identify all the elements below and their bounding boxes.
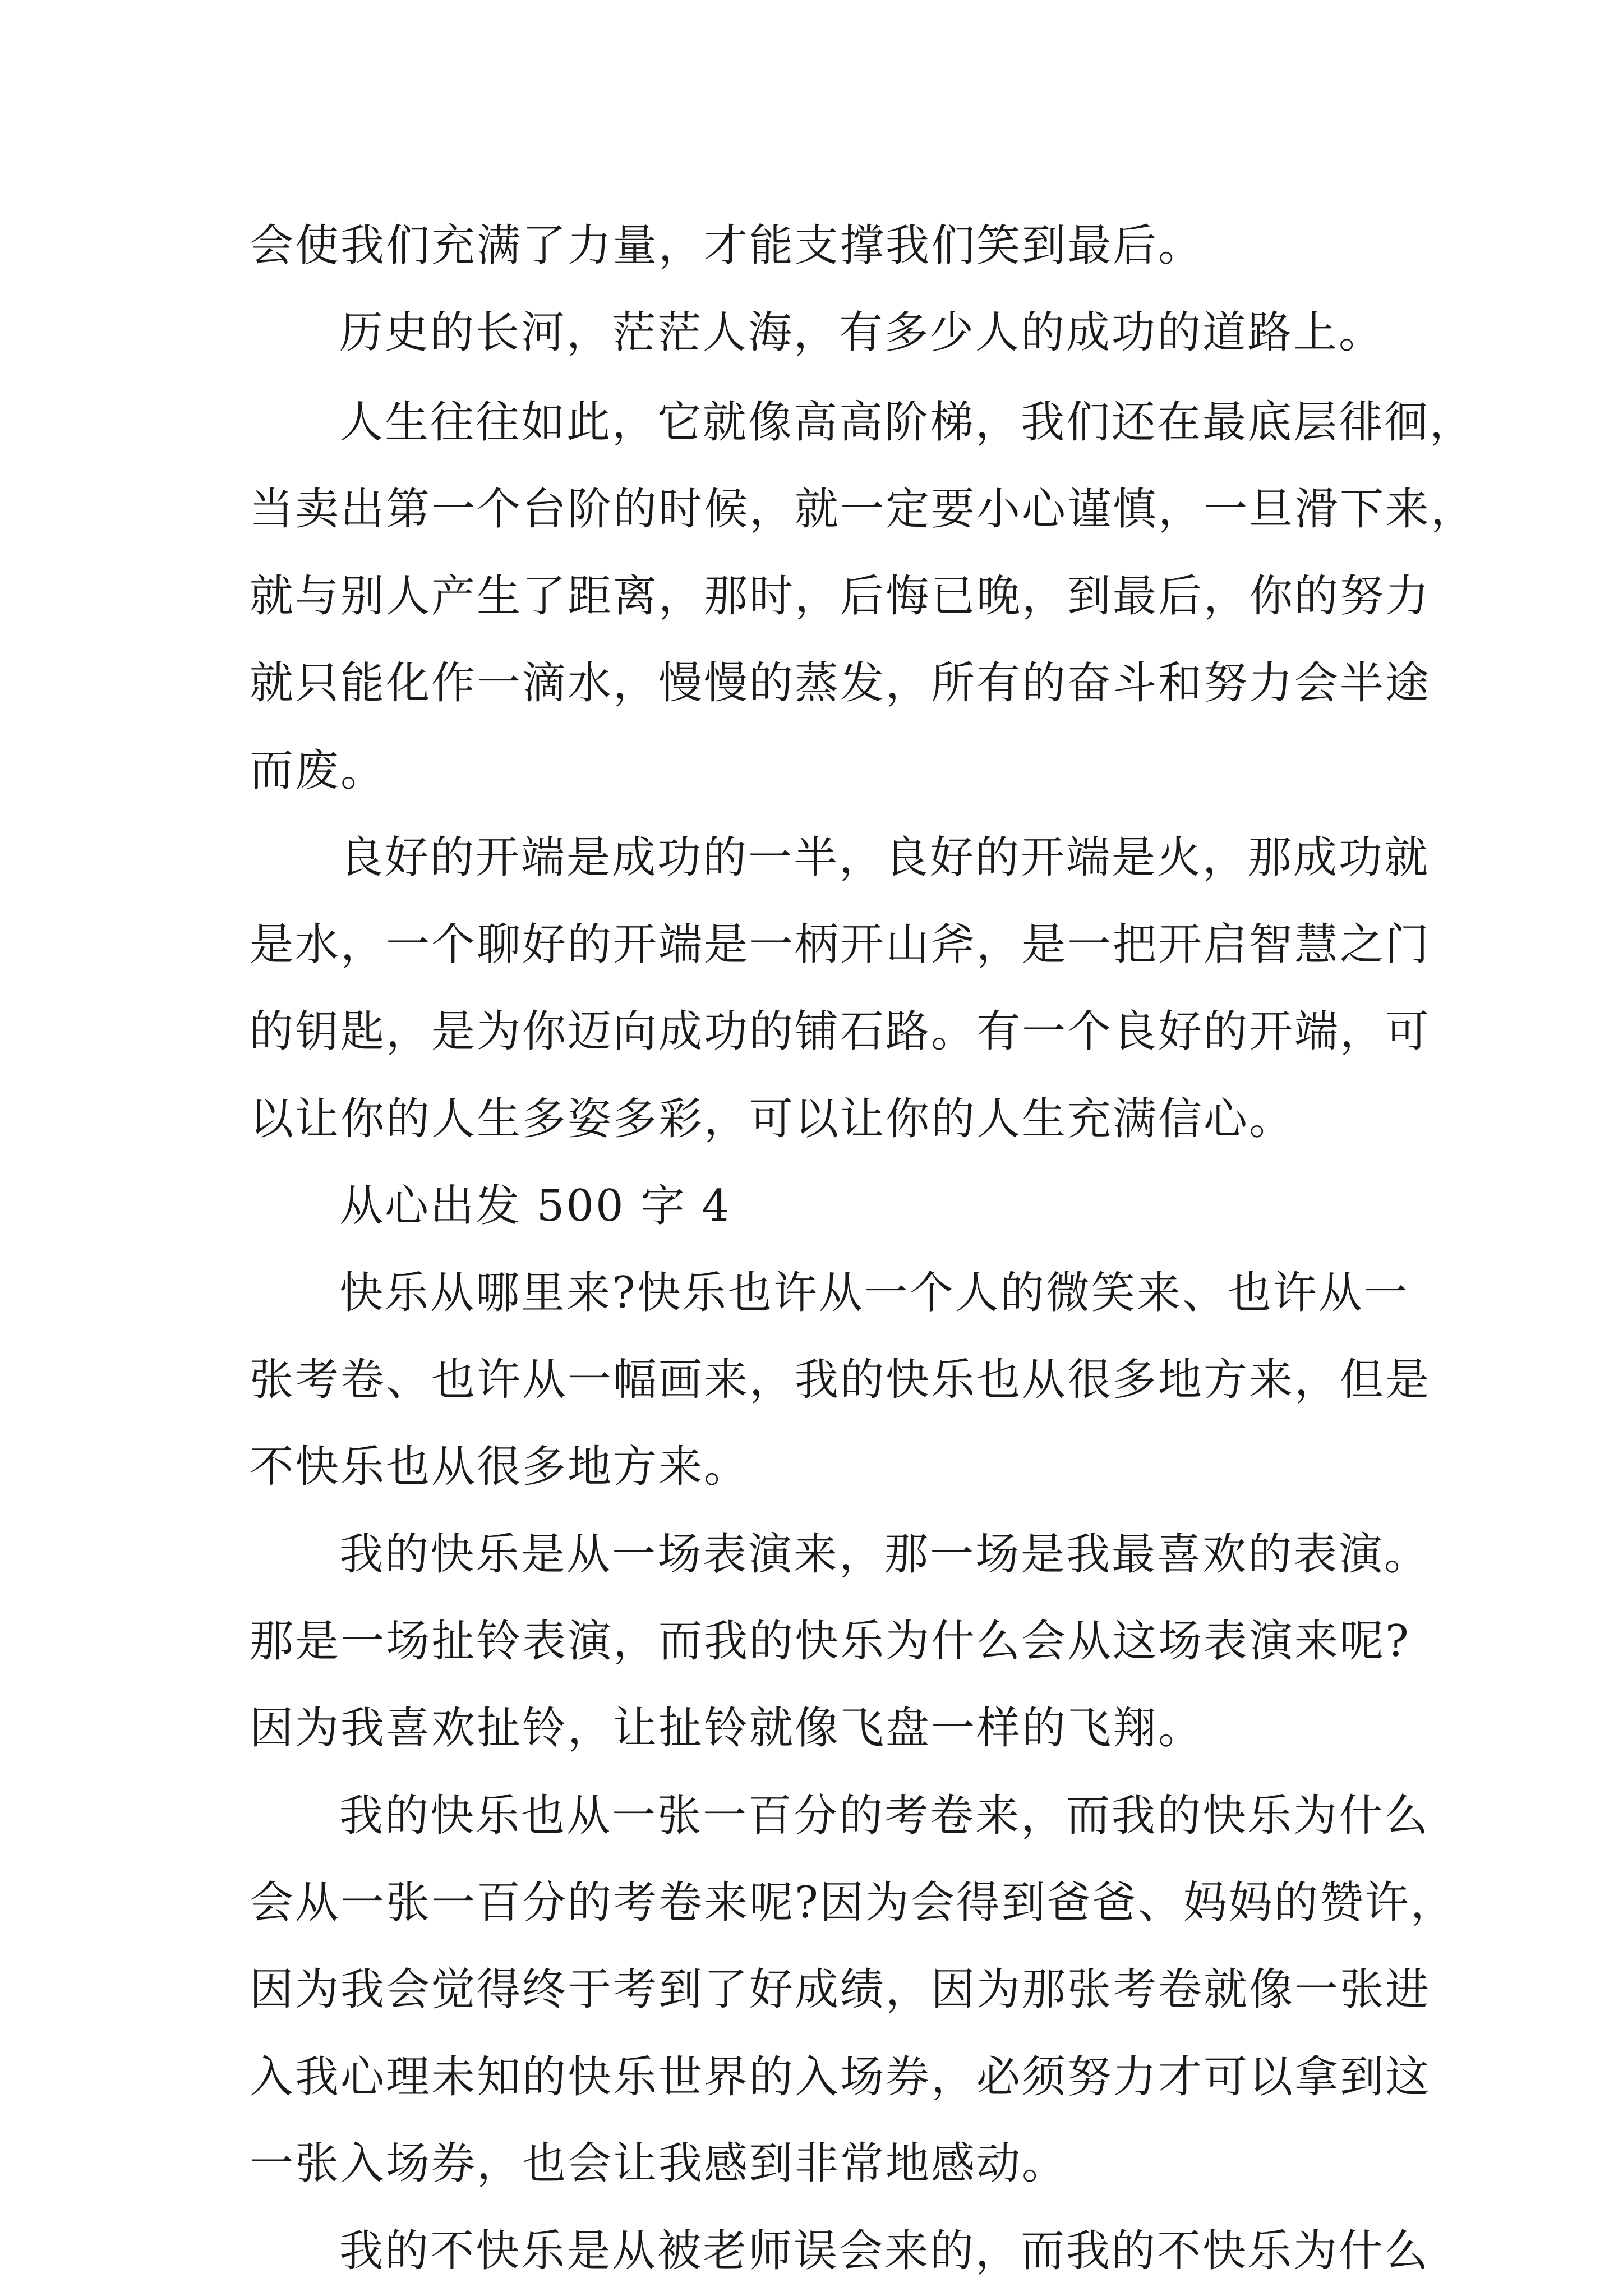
text-line: 就与别人产生了距离，那时，后悔已晚，到最后，你的努力 xyxy=(250,571,1431,622)
text-line: 入我心理未知的快乐世界的入场券，必须努力才可以拿到这 xyxy=(250,2051,1431,2102)
text-line: 会从一张一百分的考卷来呢?因为会得到爸爸、妈妈的赞许， xyxy=(250,1877,1456,1928)
text-line: 的钥匙，是为你迈向成功的铺石路。有一个良好的开端，可 xyxy=(250,1006,1431,1057)
text-line: 以让你的人生多姿多彩，可以让你的人生充满信心。 xyxy=(250,1093,1295,1144)
text-line: 会使我们充满了力量，才能支撑我们笑到最后。 xyxy=(250,220,1204,271)
text-line: 就只能化作一滴水，慢慢的蒸发，所有的奋斗和努力会半途 xyxy=(250,657,1431,708)
text-line: 是水，一个聊好的开端是一柄开山斧，是一把开启智慧之门 xyxy=(250,919,1431,970)
text-line: 历史的长河，茫茫人海，有多少人的成功的道路上。 xyxy=(339,307,1385,358)
text-line: 因为我会觉得终于考到了好成绩，因为那张考卷就像一张进 xyxy=(250,1964,1431,2016)
text-line: 快乐从哪里来?快乐也许从一个人的微笑来、也许从一 xyxy=(339,1268,1409,1319)
text-line: 张考卷、也许从一幅画来，我的快乐也从很多地方来，但是 xyxy=(250,1354,1431,1405)
section-heading: 从心出发 500 字 4 xyxy=(339,1180,731,1231)
text-line: 人生往往如此，它就像高高阶梯，我们还在最底层徘徊， xyxy=(339,397,1476,448)
text-line: 我的不快乐是从被老师误会来的，而我的不快乐为什么 xyxy=(339,2226,1430,2276)
text-line: 我的快乐也从一张一百分的考卷来，而我的快乐为什么 xyxy=(339,1790,1430,1841)
text-line: 而废。 xyxy=(250,745,386,796)
text-line: 不快乐也从很多地方来。 xyxy=(250,1442,750,1493)
text-line: 我的快乐是从一场表演来，那一场是我最喜欢的表演。 xyxy=(339,1529,1430,1580)
text-line: 因为我喜欢扯铃，让扯铃就像飞盘一样的飞翔。 xyxy=(250,1703,1204,1754)
text-line: 当卖出第一个台阶的时候，就一定要小心谨慎，一旦滑下来， xyxy=(250,484,1477,535)
text-line: 一张入场券，也会让我感到非常地感动。 xyxy=(250,2138,1068,2189)
text-line: 那是一场扯铃表演，而我的快乐为什么会从这场表演来呢? xyxy=(250,1616,1410,1667)
text-line: 良好的开端是成功的一半，良好的开端是火，那成功就 xyxy=(339,832,1430,884)
